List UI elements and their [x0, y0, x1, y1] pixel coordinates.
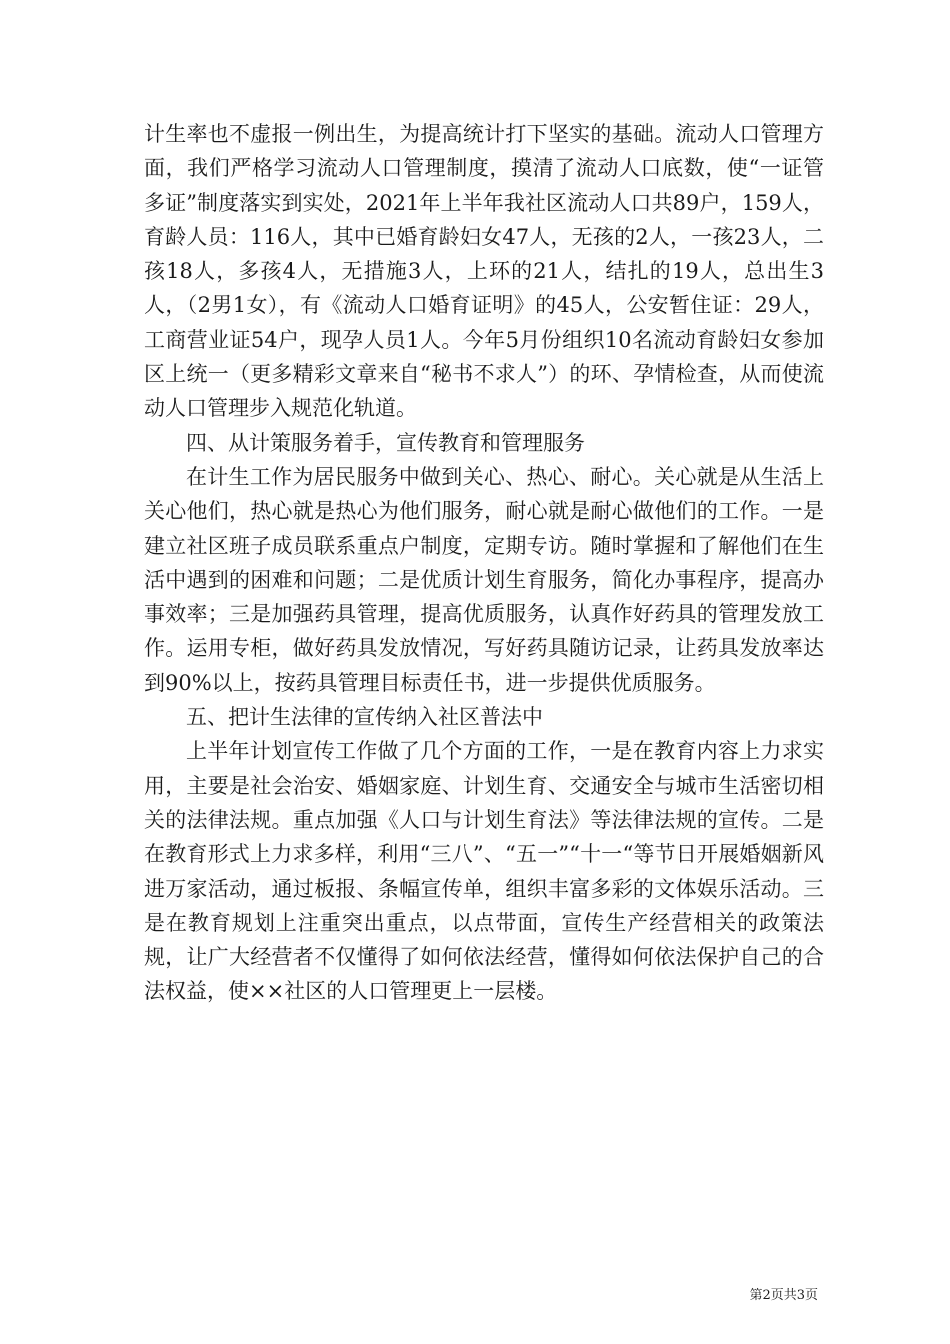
- section-heading-five: 五、把计生法律的宣传纳入社区普法中: [186, 705, 543, 730]
- document-body: [144, 117, 824, 1009]
- paragraph-floating-population: 计生率也不虚报一例出生，为提高统计打下坚实的基础。流动人口管理方面，我们严格学习流动人口管理制度，摸清了流动人口底数，使“一证管多证”制度落实到实处，2021年上半年我社区流动人口共89户，159人，育龄人员：116人，其中已婚育龄妇女47人，无孩的2人，一孩23人，二孩18人，多孩4人，无措施3人，上环的21人，结扎的19人，总出生3人，（2男1女），有《流动人口婚育证明》的45人，公安暂住证：29人，工商营业证54户，现孕人员1人。今年5月份组织10名流动育龄妇女参加区上统一（更多精彩文章来自“秘书不求人”）的环、孕情检查，从而使流动人口管理步入规范化轨道。: [144, 122, 824, 421]
- page-number: 第2页共3页: [749, 1288, 818, 1303]
- paragraph-publicity: 上半年计划宣传工作做了几个方面的工作，一是在教育内容上力求实用，主要是社会治安、婚姻家庭、计划生育、交通安全与城市生活密切相关的法律法规。重点加强《人口与计划生育法》等法律法规的宣传。二是在教育形式上力求多样，利用“三八”、“五一”“十一“等节日开展婚姻新风进万家活动，通过板报、条幅宣传单，组织丰富多彩的文体娱乐活动。三是在教育规划上注重突出重点，以点带面，宣传生产经营相关的政策法规，让广大经营者不仅懂得了如何依法经营，懂得如何依法保护自己的合法权益，使××社区的人口管理更上一层楼。: [144, 739, 824, 1004]
- paragraph-service: 在计生工作为居民服务中做到关心、热心、耐心。关心就是从生活上关心他们，热心就是热心为他们服务，耐心就是耐心做他们的工作。一是建立社区班子成员联系重点户制度，定期专访。随时掌握和了解他们在生活中遇到的困难和问题；二是优质计划生育服务，简化办事程序，提高办事效率；三是加强药具管理，提高优质服务，认真作好药具的管理发放工作。运用专柜，做好药具发放情况，写好药具随访记录，让药具发放率达到90%以上，按药具管理目标责任书，进一步提供优质服务。: [144, 464, 824, 695]
- section-heading-four: 四、从计策服务着手，宣传教育和管理服务: [186, 430, 585, 455]
